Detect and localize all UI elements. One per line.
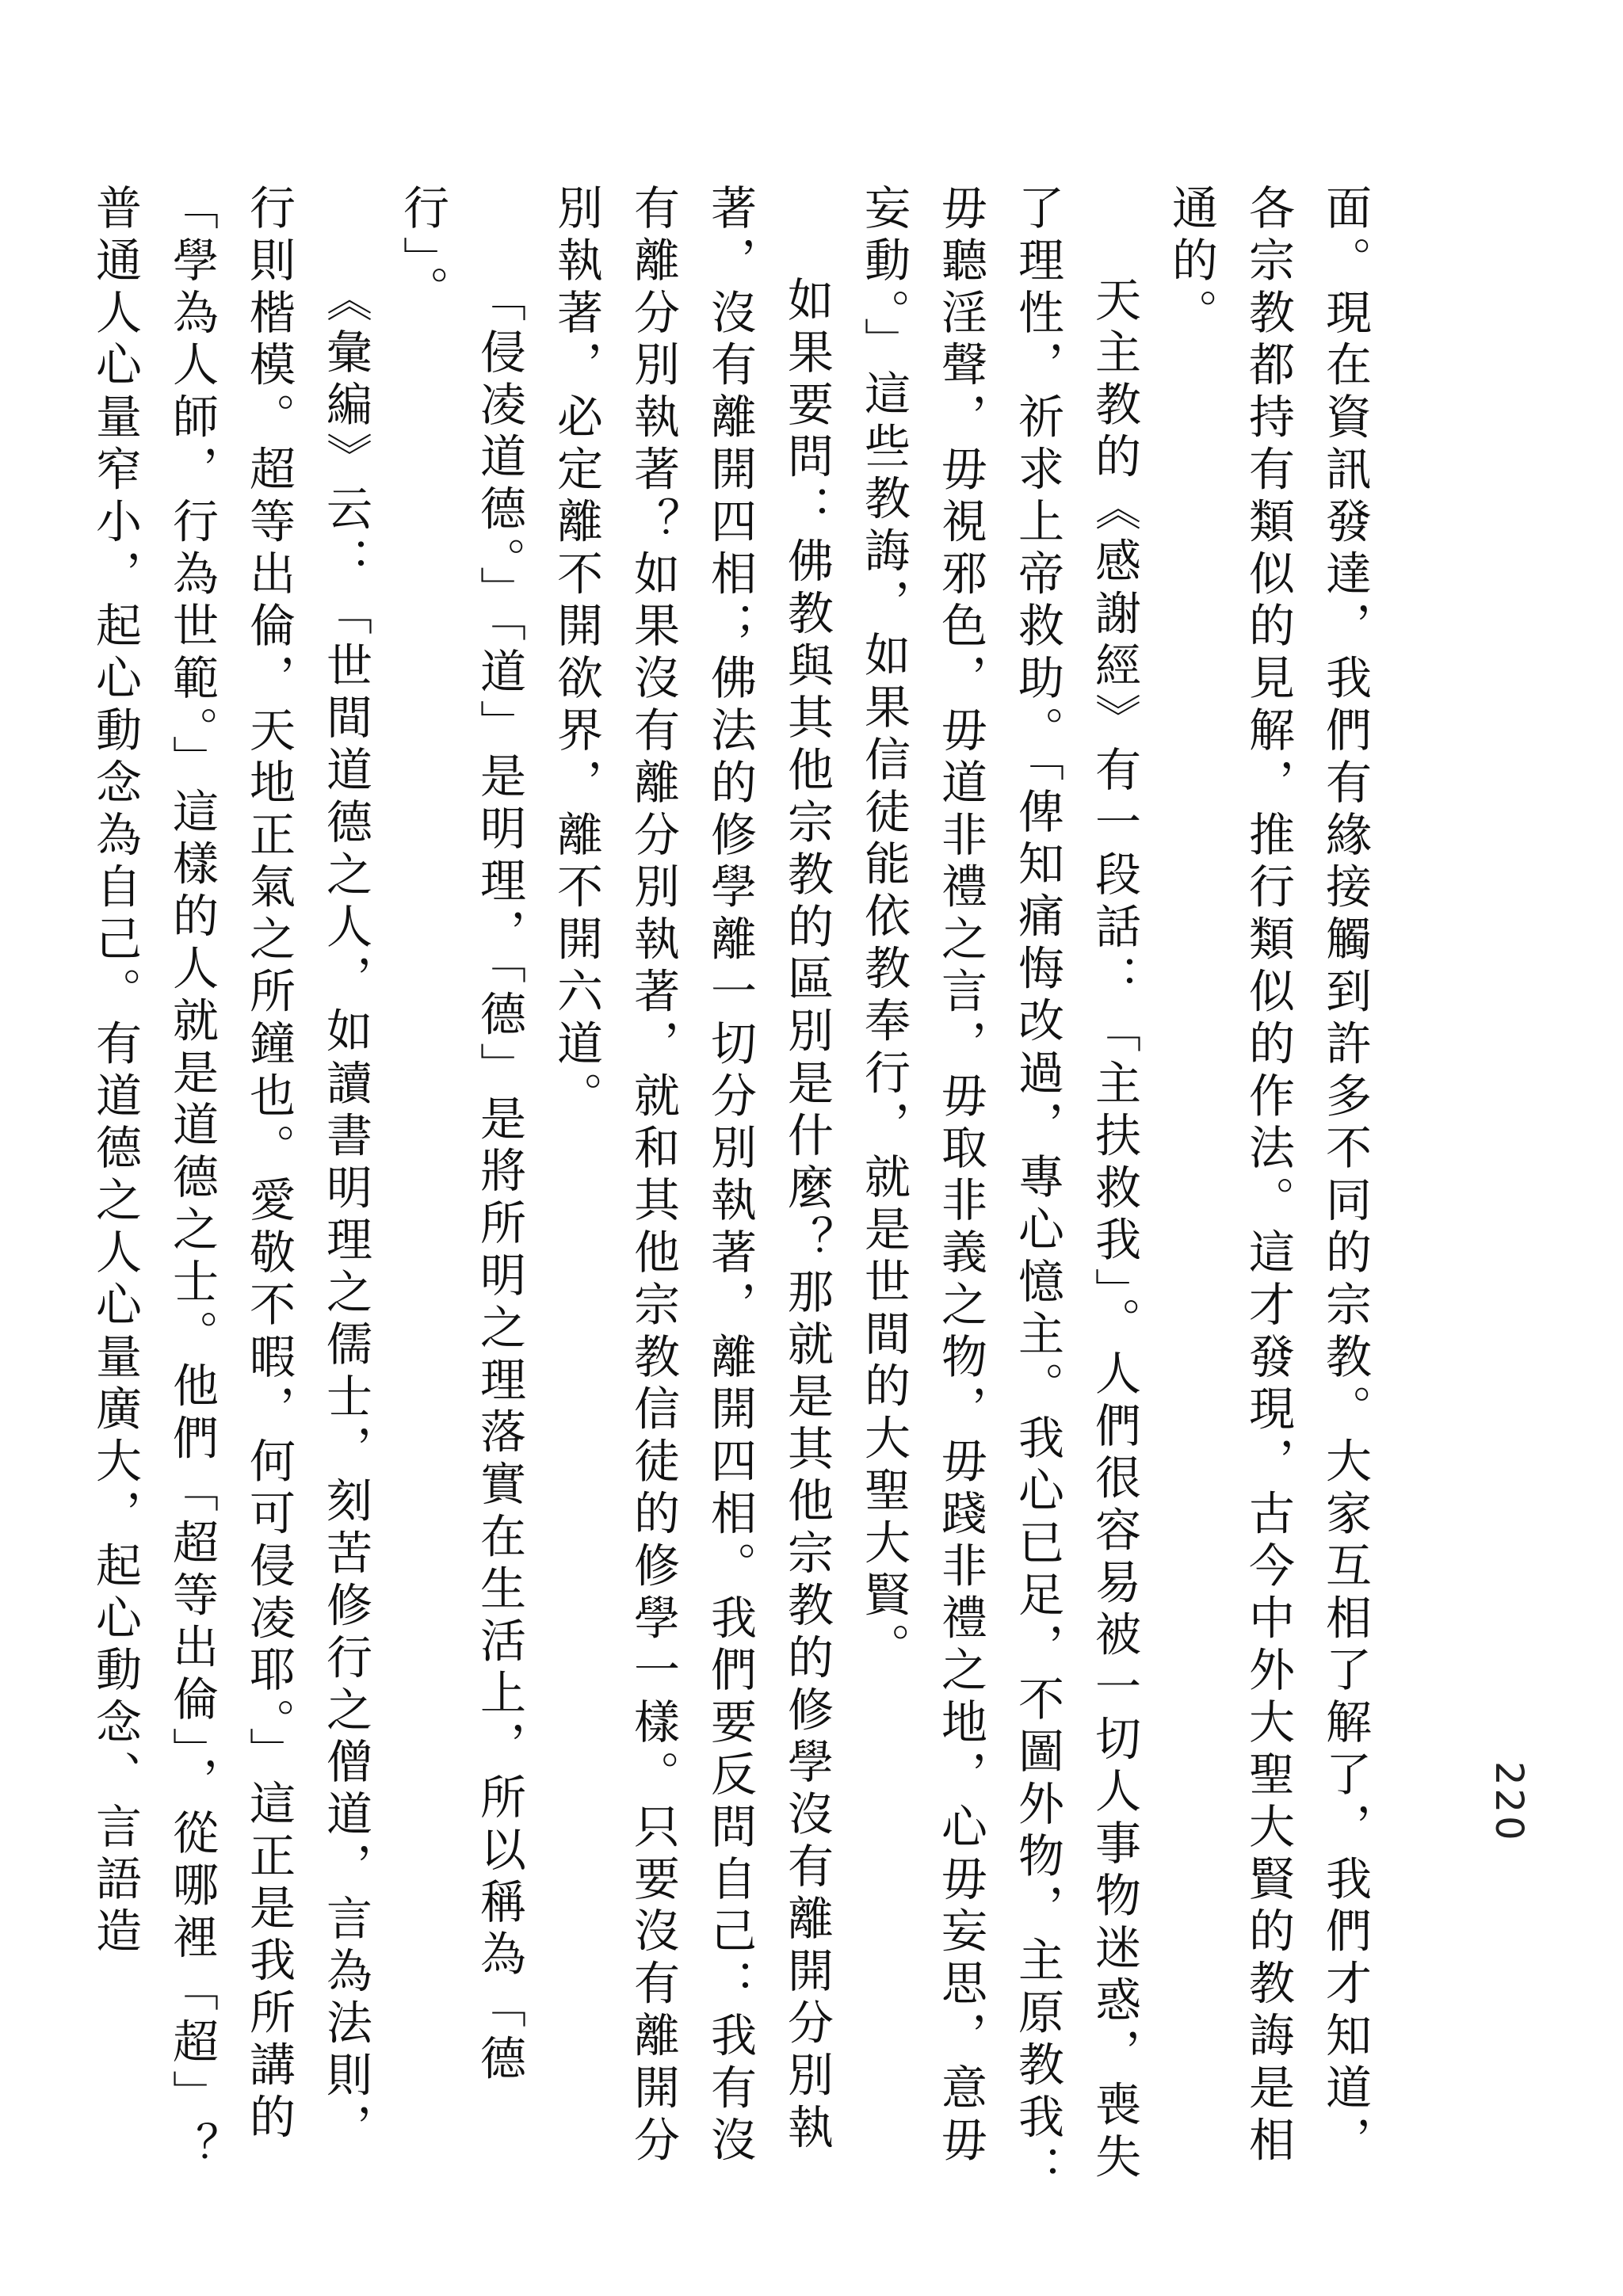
paragraph-4: 「侵凌道德。」「道」是明理，「德」是將所明之理落實在生活上，所以稱為「德行」。 (395, 184, 526, 2087)
paragraph-1: 面。現在資訊發達，我們有緣接觸到許多不同的宗教。大家互相了解了，我們才知道，各宗教都持有類似的見解，推行類似的作法。這才發現，古今中外大聖大賢的教誨是相通的。 (1164, 184, 1372, 2168)
paragraph-3: 如果要問：佛教與其他宗教的區別是什麼？那就是其他宗教的修學沒有離開分別執著，沒有離開四相；佛法的修學離一切分別執著，離開四相。我們要反問自己：我有沒有離分別執著？如果沒有離分別執著，就和其他宗教信徒的修學一樣。只要沒有離開分別執著，必定離不開欲界，離不開六道。 (549, 184, 834, 2168)
body-text (88, 184, 1383, 2206)
page-number: 220 (1487, 1761, 1531, 1844)
paragraph-2: 天主教的《感謝經》有一段話：「主扶救我」。人們很容易被一切人事物迷惑，喪失了理性，祈求上帝救助。「俾知痛悔改過，專心憶主。我心已足，不圖外物，主原教我：毋聽淫聲，毋視邪色，毋道非禮之言，毋取非義之物，毋踐非禮之地，心毋妄思，意毋妄動。」這些教誨，如果信徒能依教奉行，就是世間的大聖大賢。 (857, 184, 1141, 2198)
paragraph-5: 《彙編》云：「世間道德之人，如讀書明理之儒士，刻苦修行之僧道，言為法則，行則楷模。超等出倫，天地正氣之所鐘也。愛敬不暇，何可侵凌耶。」這正是我所講的「學為人師，行為世範。」這樣的人就是道德之士。他們「超等出倫」，從哪裡「超」？普通人心量窄小，起心動念為自己。有道德之人心量廣大，起心動念、言語造 (88, 184, 372, 2175)
